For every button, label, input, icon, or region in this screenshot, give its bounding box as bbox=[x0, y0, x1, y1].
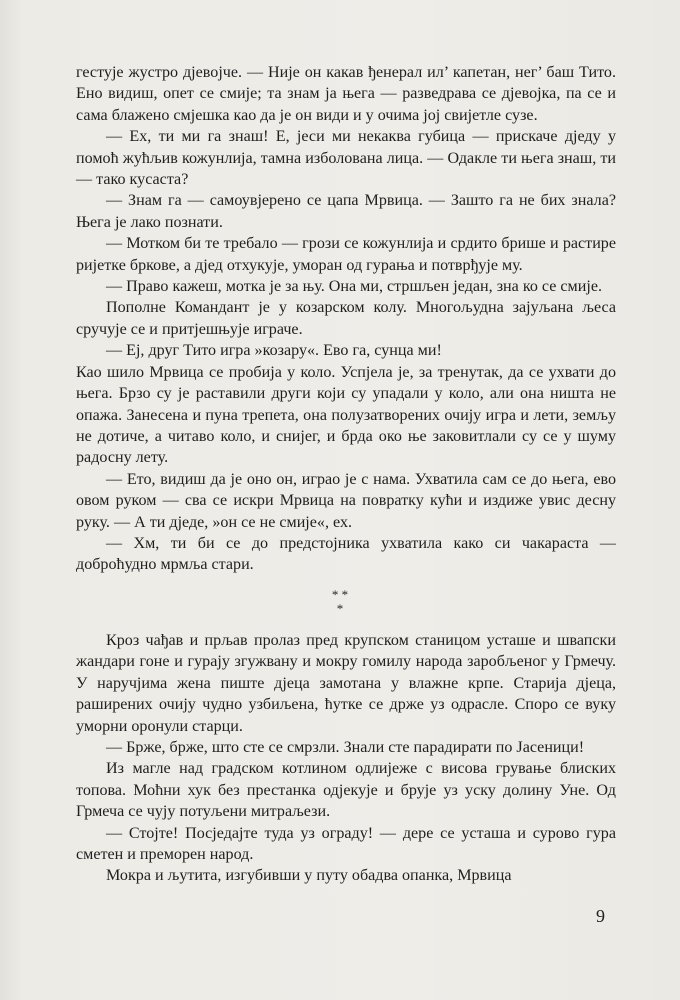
paragraph: Као шило Мрвица се пробија у коло. Успјела је, за тренутак, да се ухвати до њега. Брзо су је раставили други који су упадали у коло, али она ништа не опажа. Занесена и пуна трепета, она полузатворених очију игра и лети, земљу не дотиче, а читаво коло, и снијег, и брда око ње заковитлали су се у шуму радосну лету. bbox=[76, 363, 616, 467]
paragraph: — Брже, брже, што сте се смрзли. Знали сте парадирати по Јасеници! bbox=[106, 739, 585, 757]
paragraph: — Хм, ти би се до предстојника ухватила како си чакараста — доброћудно мрмља стари. bbox=[76, 534, 616, 574]
text-block-bottom bbox=[76, 630, 616, 887]
section-break-asterism: * * * bbox=[331, 587, 349, 616]
paragraph: — Стојте! Посједајте туда уз ограду! — дере се усташа и сурово гура сметен и преморен народ. bbox=[76, 824, 616, 864]
paragraph: Кроз чађав и прљав пролаз пред крупском станицом усташе и швапски жандари гоне и гурају згужвану и мокру гомилу народа заробљеног у Грмечу. У наручјима жена пиште дјеца замотана у влажне крпе. Старија дјеца, раширених очију чудно узбиљена, ћутке се држе уз одрасле. Споро се вуку уморни оронули старци. bbox=[76, 632, 616, 735]
text-block-top bbox=[76, 62, 616, 576]
paragraph: гестује жустро дјевојче. — Није он какав ђенерал ил’ капетан, нег’ баш Тито. Ено видиш, опет се смије; та знам ја њега — разведрава се дјевојка, па се и сама блажено смјешка као да је он види и у очима јој свијетле сузе. bbox=[76, 64, 616, 124]
paragraph: — Ех, ти ми га знаш! Е, јеси ми некаква губица — прискаче дједу у помоћ жућљив кожунлија, тамна изболована лица. — Одакле ти њега знаш, ти — тако кусаста? bbox=[76, 128, 616, 189]
page-number: 9 bbox=[596, 906, 605, 926]
paragraph: — Мотком би те требало — грози се кожунлија и срдито брише и растире ријетке бркове, а дјед отхукује, уморан од гурања и потврђује му. bbox=[76, 235, 616, 274]
paragraph: — Ето, видиш да је оно он, играо је с нама. Ухватила сам се до њега, ево овом руком — сва се искри Мрвица на повратку кући и издиже увис десну руку. — А ти дједе, »он се не смије«, ех. bbox=[76, 470, 616, 531]
paragraph: Мокра и љутита, изгубивши у путу обадва опанка, Мрвица bbox=[106, 867, 512, 885]
paragraph: Пополне Командант је у козарском колу. Многољудна зајуљана љеса сручује се и притјешњује играче. bbox=[76, 299, 616, 338]
paragraph: Из магле над градском котлином одлијеже с висова грување блиских топова. Моћни хук без престанка одјекује и брује уз уску долину Уне. Од Грмеча се чују потуљени митраљези. bbox=[76, 760, 616, 821]
paragraph: — Ej, друг Тито игра »козару«. Ево га, сунца ми! bbox=[106, 342, 442, 360]
paragraph: — Знам га — самоувјерено се цапа Мрвица. — Зашто га не бих знала? Њега је лако познати. bbox=[76, 192, 616, 231]
paragraph: — Право кажеш, мотка је за њу. Она ми, стршљен један, зна ко се смије. bbox=[106, 278, 602, 296]
